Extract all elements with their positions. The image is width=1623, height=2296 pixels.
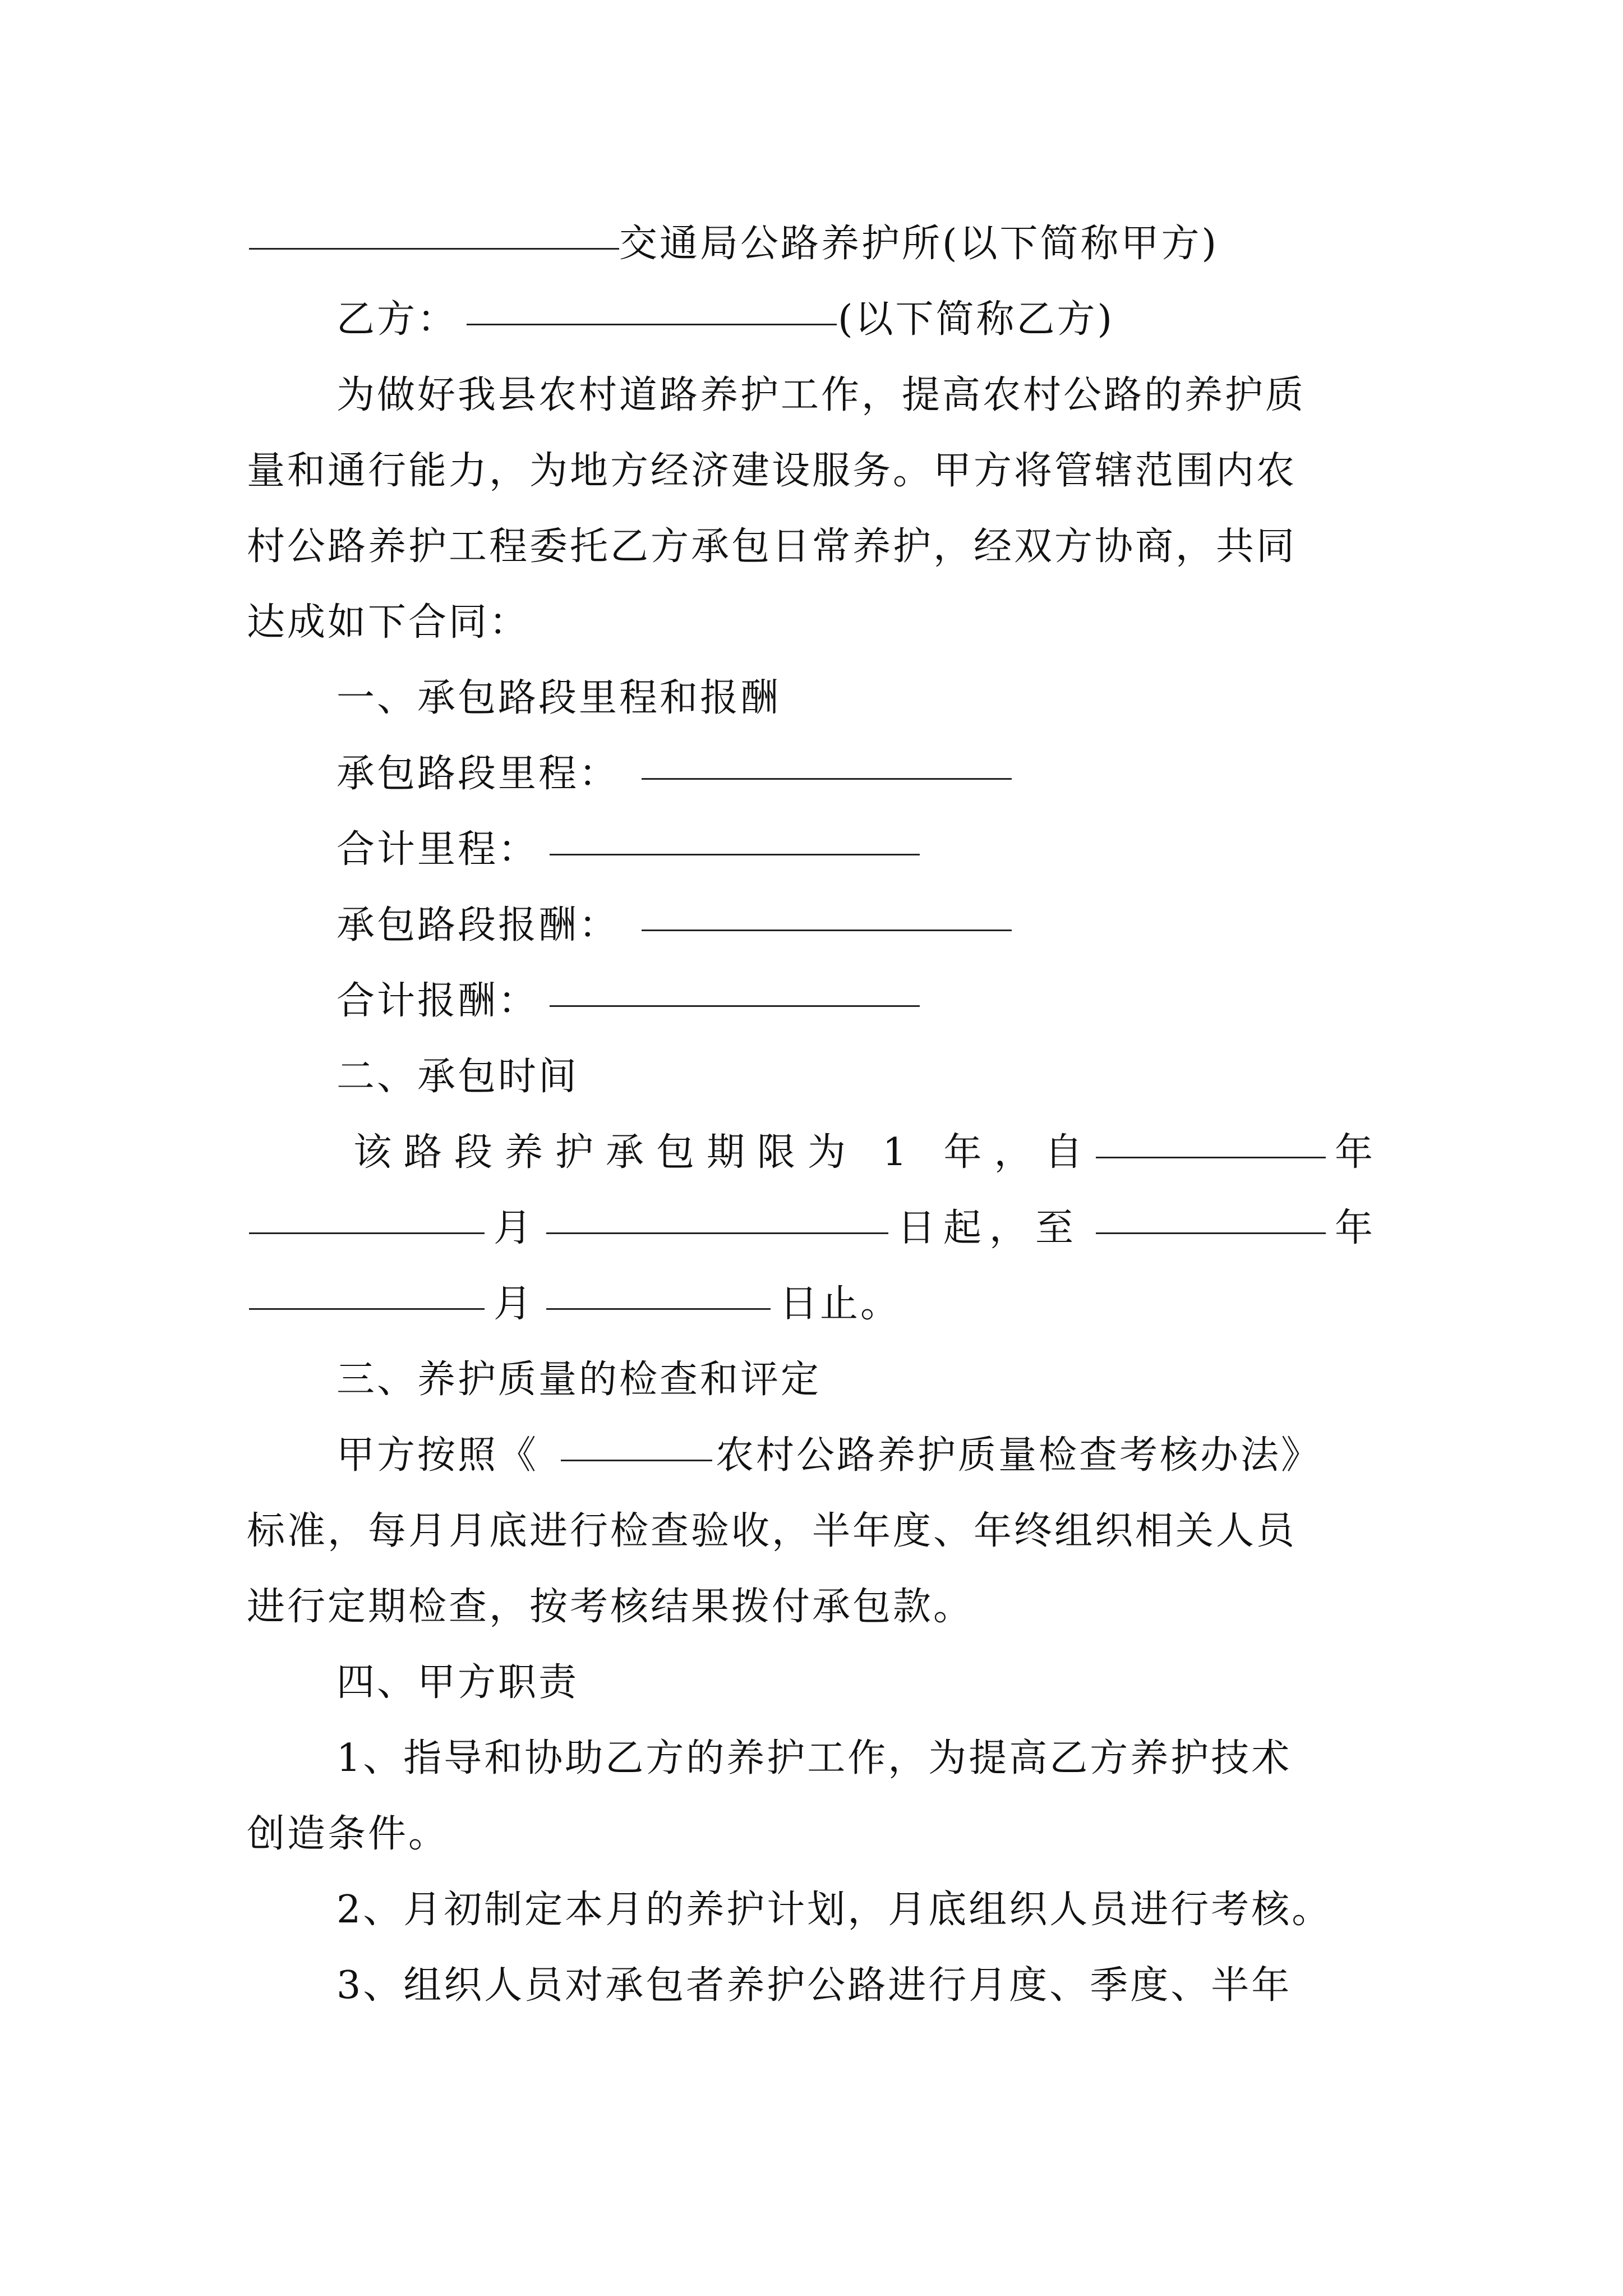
duty-1-text-b: 创造条件。 <box>247 1812 449 1856</box>
total-mileage-label: 合计里程： <box>336 827 539 872</box>
intro-line-4 <box>0 592 1623 654</box>
intro-text-2: 量和通行能力，为地方经济建设服务。甲方将管辖范围内农 <box>247 449 1297 493</box>
section-4-title <box>0 1652 1623 1714</box>
party-b-line <box>0 289 1623 351</box>
section-1-item-4 <box>0 970 1623 1032</box>
section-1-item-3 <box>0 895 1623 956</box>
year-label-1: 年 <box>1335 1130 1376 1175</box>
term-line-1 <box>0 1122 1623 1184</box>
term-line-2 <box>0 1198 1623 1259</box>
start-year-blank[interactable] <box>1096 1122 1326 1158</box>
duty-item-1-line-2 <box>0 1803 1623 1865</box>
county-name-blank[interactable] <box>561 1425 712 1461</box>
total-payment-blank[interactable] <box>550 970 920 1007</box>
total-payment-label: 合计报酬： <box>336 979 539 1023</box>
party-a-line <box>0 213 1623 275</box>
month-label-1: 月 <box>494 1206 534 1250</box>
road-payment-blank[interactable] <box>642 895 1012 931</box>
section-2-title <box>0 1046 1623 1108</box>
total-mileage-blank[interactable] <box>550 819 920 855</box>
term-text-1: 该路段养护承包期限为 1 年，自 <box>353 1130 1095 1175</box>
quality-text-2: 标准，每月月底进行检查验收，半年度、年终组织相关人员 <box>247 1509 1297 1553</box>
intro-text-4: 达成如下合同： <box>247 600 530 645</box>
start-month-blank[interactable] <box>249 1198 485 1234</box>
intro-line-1 <box>0 365 1623 426</box>
section-1-heading: 一、承包路段里程和报酬 <box>336 676 781 720</box>
quality-text-1a: 甲方按照《 <box>336 1433 539 1478</box>
quality-line-1 <box>0 1425 1623 1487</box>
section-2-heading: 二、承包时间 <box>336 1055 579 1099</box>
section-3-title <box>0 1349 1623 1411</box>
end-day-blank[interactable] <box>546 1273 771 1310</box>
quality-text-1b: 农村公路养护质量检查考核办法》 <box>716 1433 1322 1478</box>
section-1-item-2 <box>0 819 1623 881</box>
intro-line-3 <box>0 516 1623 578</box>
party-a-name-blank[interactable] <box>249 213 619 250</box>
intro-text-3: 村公路养护工程委托乙方承包日常养护，经双方协商，共同 <box>247 524 1297 569</box>
section-1-title <box>0 668 1623 729</box>
duty-1-text-a: 1、指导和协助乙方的养护工作，为提高乙方养护技术 <box>336 1736 1292 1780</box>
month-label-2: 月 <box>494 1282 534 1326</box>
duty-2-text: 2、月初制定本月的养护计划，月底组织人员进行考核。 <box>336 1888 1332 1932</box>
start-day-blank[interactable] <box>546 1198 888 1234</box>
duty-item-3 <box>0 1955 1623 2017</box>
section-1-item-1 <box>0 743 1623 805</box>
start-day-text: 日起，至 <box>897 1206 1082 1250</box>
quality-line-2 <box>0 1501 1623 1562</box>
party-b-name-blank[interactable] <box>467 289 837 325</box>
road-mileage-label: 承包路段里程： <box>336 752 620 796</box>
road-mileage-blank[interactable] <box>642 743 1012 780</box>
end-year-blank[interactable] <box>1096 1198 1326 1234</box>
quality-text-3: 进行定期检查，按考核结果拨付承包款。 <box>247 1585 974 1629</box>
end-day-text: 日止。 <box>780 1282 901 1326</box>
end-month-blank[interactable] <box>249 1273 485 1310</box>
section-3-heading: 三、养护质量的检查和评定 <box>336 1358 822 1402</box>
section-4-heading: 四、甲方职责 <box>336 1660 579 1705</box>
intro-text-1: 为做好我县农村道路养护工作，提高农村公路的养护质 <box>336 373 1306 417</box>
duty-3-text: 3、组织人员对承包者养护公路进行月度、季度、半年 <box>336 1963 1292 2008</box>
party-a-text: 交通局公路养护所(以下简称甲方) <box>619 222 1219 266</box>
duty-item-1-line-1 <box>0 1728 1623 1789</box>
party-b-suffix: (以下简称乙方) <box>838 297 1115 342</box>
party-b-label: 乙方： <box>336 297 458 342</box>
road-payment-label: 承包路段报酬： <box>336 903 620 947</box>
quality-line-3 <box>0 1576 1623 1638</box>
term-line-3 <box>0 1273 1623 1335</box>
year-label-2: 年 <box>1335 1206 1376 1250</box>
duty-item-2 <box>0 1879 1623 1941</box>
intro-line-2 <box>0 440 1623 502</box>
